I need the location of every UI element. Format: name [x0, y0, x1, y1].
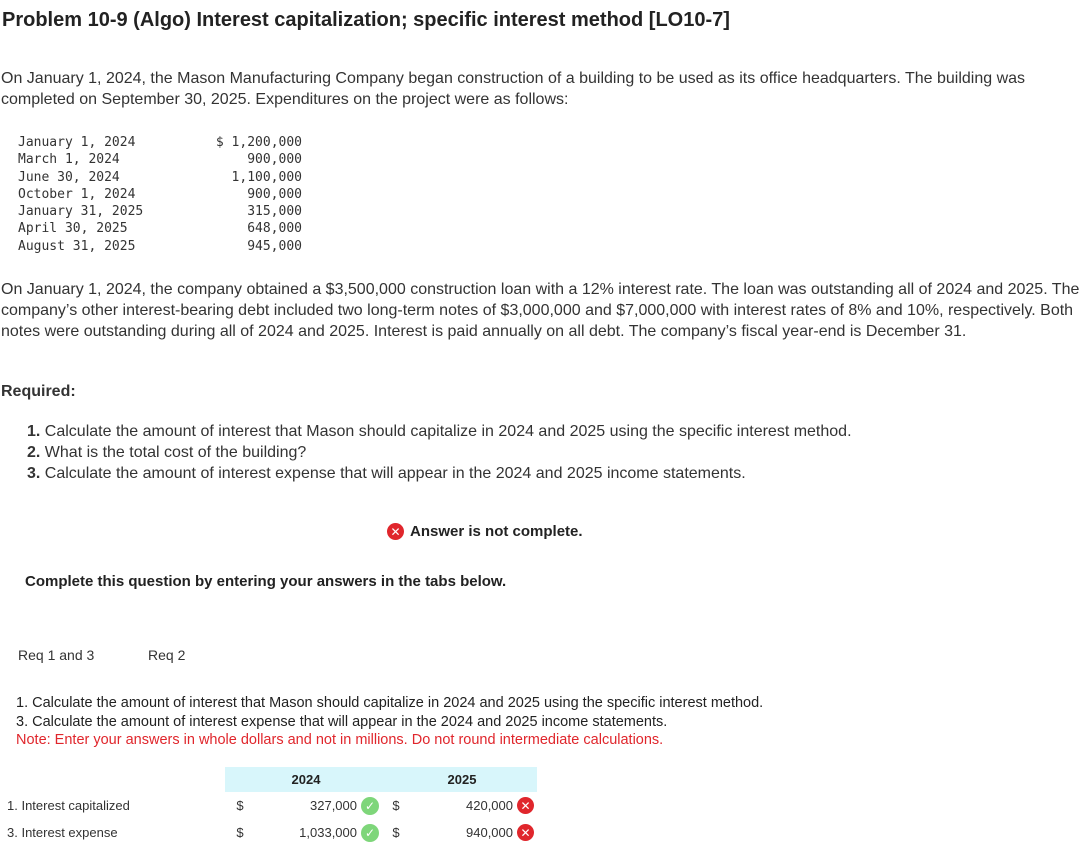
required-number: 3.: [27, 465, 41, 482]
currency-symbol: $: [392, 825, 400, 840]
expenditure-date: August 31, 2025: [18, 238, 136, 254]
required-text: Calculate the amount of interest that Mason should capitalize in 2024 and 2025 using the specific interest method.: [44, 423, 852, 440]
required-text: What is the total cost of the building?: [44, 444, 307, 461]
expenditures-table: [18, 134, 302, 255]
expenditure-date: April 30, 2025: [18, 221, 128, 237]
expenditure-amount: 648,000: [247, 221, 302, 237]
expenditure-row: [18, 220, 302, 237]
required-list: [27, 421, 852, 484]
error-icon: ✕: [387, 523, 404, 540]
error-icon: ✕: [517, 797, 534, 814]
problem-title: Problem 10-9 (Algo) Interest capitalization; specific interest method [LO10-7]: [2, 9, 730, 31]
loan-paragraph: On January 1, 2024, the company obtained a $3,500,000 construction loan with a 12% interest rate. The loan was outstanding all of 2024 and 2025. The company’s other interest-bearing debt included two long-term notes of $3,000,000 and $7,000,000 with interest rates of 8% and 10%, respectively. Both notes were outstanding during all of 2024 and 2025. Interest is paid annually on all debt. The company’s fiscal year-end is December 31.: [1, 281, 1080, 340]
expenditure-date: January 1, 2024: [18, 135, 136, 150]
instruction-line: 3. Calculate the amount of interest expense that will appear in the 2024 and 2025 income statements.: [16, 713, 668, 730]
check-icon: ✓: [361, 824, 379, 842]
required-number: 2.: [27, 444, 41, 461]
row-label: 1. Interest capitalized: [7, 798, 130, 813]
table-row: [4, 792, 537, 819]
tab-req-1-and-3[interactable]: Req 1 and 3: [18, 647, 95, 663]
currency-symbol: $: [236, 825, 244, 840]
table-row: [4, 819, 537, 846]
column-header-2025: 2025: [411, 767, 517, 792]
status-notice-text: Answer is not complete.: [410, 523, 583, 540]
intro-paragraph: On January 1, 2024, the Mason Manufacturing Company began construction of a building to be used as its office headquarters. The building was completed on September 30, 2025. Expenditures on the project were as follows:: [1, 70, 1026, 108]
tab-req-2[interactable]: Req 2: [148, 647, 186, 663]
expenditure-amount: 945,000: [247, 238, 302, 254]
expenditure-date: October 1, 2024: [18, 186, 136, 202]
status-notice: [387, 523, 583, 540]
instruction-note: Note: Enter your answers in whole dollars and not in millions. Do not round intermediate calculations.: [16, 732, 664, 748]
expenditure-row: [18, 134, 302, 151]
expenditure-row: [18, 151, 302, 168]
row-label: 3. Interest expense: [7, 825, 118, 840]
currency-symbol: $: [236, 798, 244, 813]
required-heading: Required:: [1, 383, 76, 400]
interest-expense-2024-input[interactable]: 1,033,000: [299, 825, 357, 840]
required-number: 1.: [27, 423, 41, 440]
check-icon: ✓: [361, 797, 379, 815]
instruction-line: 1. Calculate the amount of interest that Mason should capitalize in 2024 and 2025 using the specific interest method.: [16, 695, 764, 711]
currency-symbol: $: [392, 798, 400, 813]
column-header-2024: 2024: [255, 767, 361, 792]
instructions: [16, 694, 763, 750]
expenditure-amount: 900,000: [247, 152, 302, 168]
answer-table: [4, 767, 537, 846]
expenditure-date: March 1, 2024: [18, 152, 120, 168]
expenditure-amount: 900,000: [247, 186, 302, 202]
interest-expense-2025-input[interactable]: 940,000: [466, 825, 513, 840]
error-icon: ✕: [517, 824, 534, 841]
expenditure-date: June 30, 2024: [18, 169, 120, 185]
expenditure-amount: 315,000: [247, 204, 302, 220]
interest-capitalized-2024-input[interactable]: 327,000: [310, 798, 357, 813]
required-item: [27, 442, 852, 463]
expenditure-row: [18, 203, 302, 220]
required-item: [27, 421, 852, 442]
required-item: [27, 463, 852, 484]
complete-heading: Complete this question by entering your answers in the tabs below.: [25, 573, 507, 590]
expenditure-amount: $ 1,200,000: [215, 135, 302, 150]
expenditure-amount: 1,100,000: [231, 169, 302, 185]
answer-header-row: [4, 767, 537, 792]
expenditure-row: [18, 238, 302, 255]
interest-capitalized-2025-input[interactable]: 420,000: [466, 798, 513, 813]
required-text: Calculate the amount of interest expense that will appear in the 2024 and 2025 income statements.: [44, 465, 746, 482]
expenditure-date: January 31, 2025: [18, 204, 144, 220]
expenditure-row: [18, 169, 302, 186]
expenditure-row: [18, 186, 302, 203]
